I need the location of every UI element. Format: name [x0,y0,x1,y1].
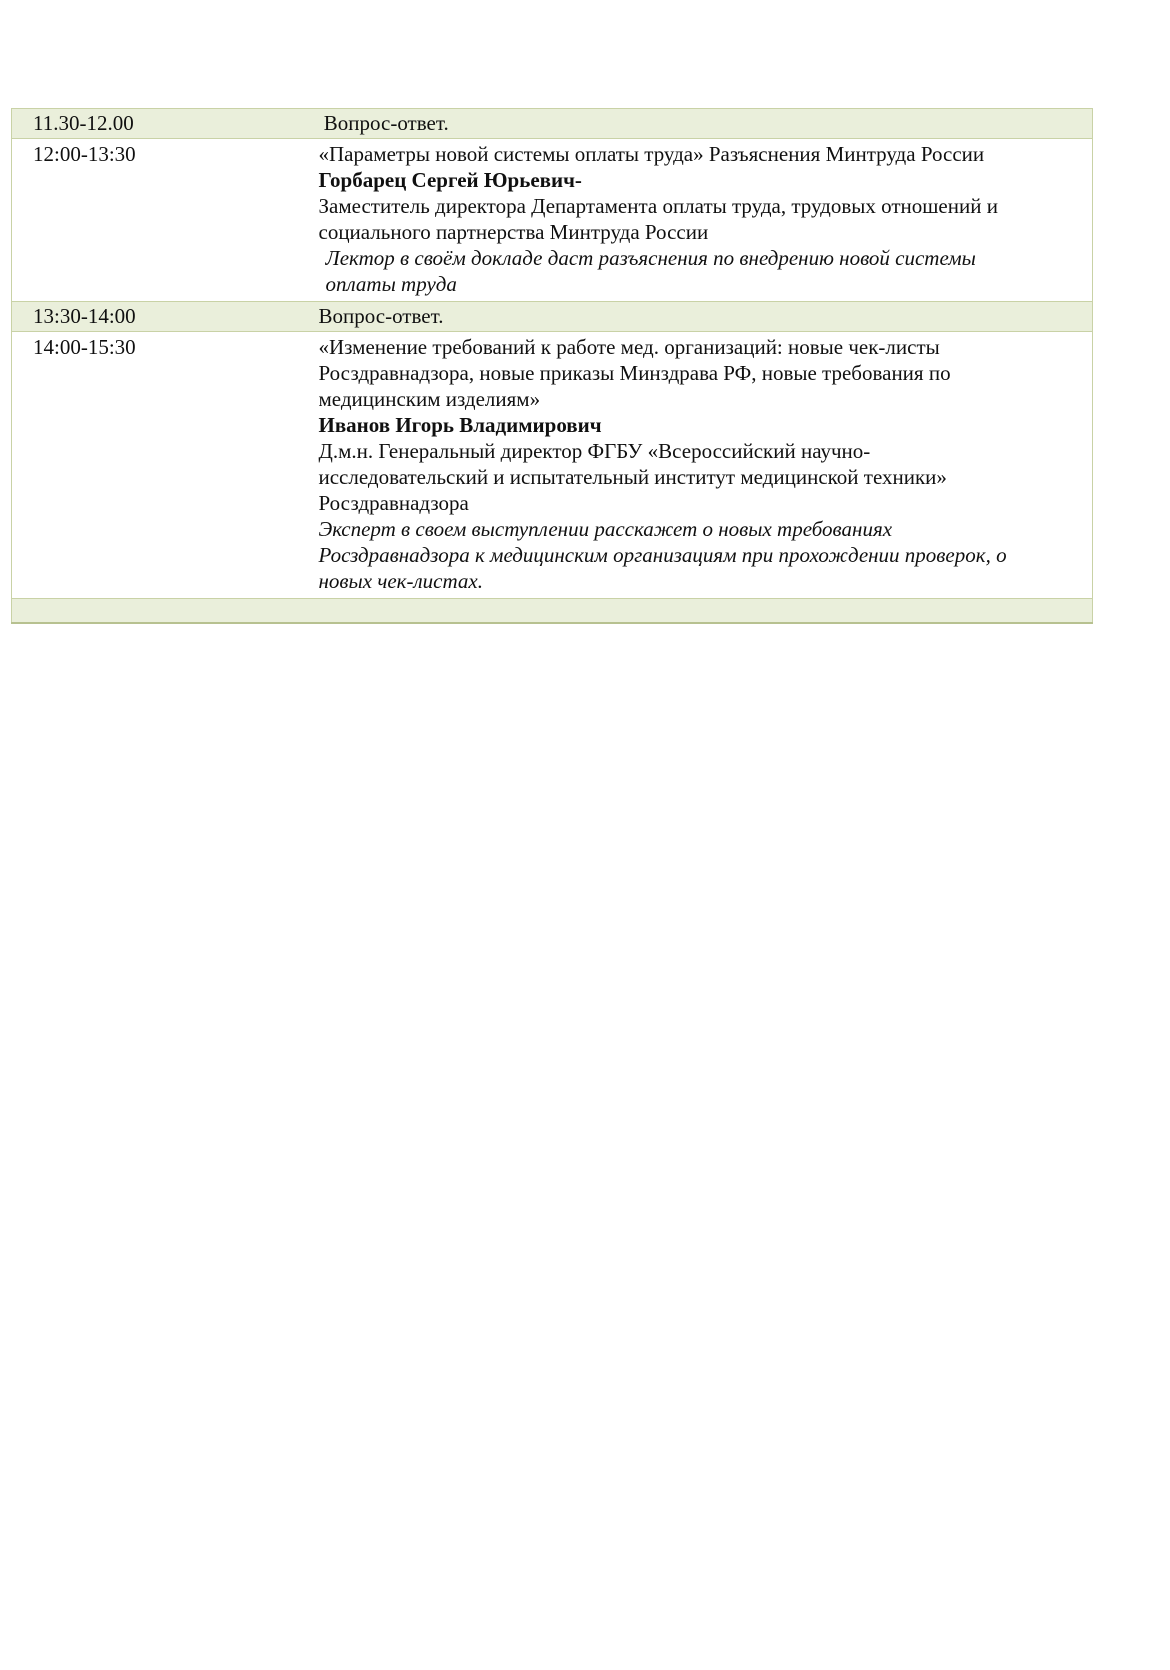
table-row [12,139,1093,302]
text-line: «Параметры новой системы оплаты труда» Разъяснения Минтруда России [318,142,985,166]
schedule-table [11,108,1093,624]
text-line: исследовательский и испытательный институт медицинской техники» [318,465,947,489]
table-row [12,332,1093,599]
table-row [12,302,1093,332]
speaker-position [319,438,1083,516]
session-title [319,334,1083,412]
text-line: медицинским изделиям» [318,387,541,411]
text-line: Эксперт в своем выступлении расскажет о новых требованиях [318,517,893,541]
speaker-name [319,167,1083,193]
text-line: Росздравнадзора к медицинским организациям при прохождении проверок, о [318,543,1007,567]
time-cell: 14:00-15:30 [33,335,136,359]
time-cell: 12:00-13:30 [33,142,136,166]
text-line: Горбарец Сергей Юрьевич- [318,168,582,192]
table-row [12,599,1093,623]
speaker-name [319,412,1083,438]
text-line: Лектор в своём докладе даст разъяснения по внедрению новой системы [325,246,976,270]
content-cell [311,332,1093,599]
text-line: новых чек-листах. [318,569,483,593]
text-line: социального партнерства Минтруда России [318,220,709,244]
speaker-position [319,193,1083,245]
text-line: «Изменение требований к работе мед. организаций: новые чек-листы [318,335,940,359]
session-title [319,141,1083,167]
text-line: Заместитель директора Департамента оплаты труда, трудовых отношений и [318,194,998,218]
time-cell [12,599,311,623]
content-cell: Вопрос-ответ. [318,304,444,328]
text-line: Д.м.н. Генеральный директор ФГБУ «Всероссийский научно- [318,439,871,463]
content-cell: Вопрос-ответ. [318,111,449,135]
text-line: Росздравнадзора [318,491,469,515]
content-cell [311,139,1093,302]
table-row [12,109,1093,139]
session-description [319,516,1083,594]
text-line: Росздравнадзора, новые приказы Минздрава РФ, новые требования по [318,361,951,385]
text-line: Иванов Игорь Владимирович [318,413,602,437]
session-description [326,245,1083,297]
content-cell [311,599,1093,623]
text-line: оплаты труда [325,272,457,296]
time-cell: 11.30-12.00 [33,111,134,135]
time-cell: 13:30-14:00 [33,304,136,328]
